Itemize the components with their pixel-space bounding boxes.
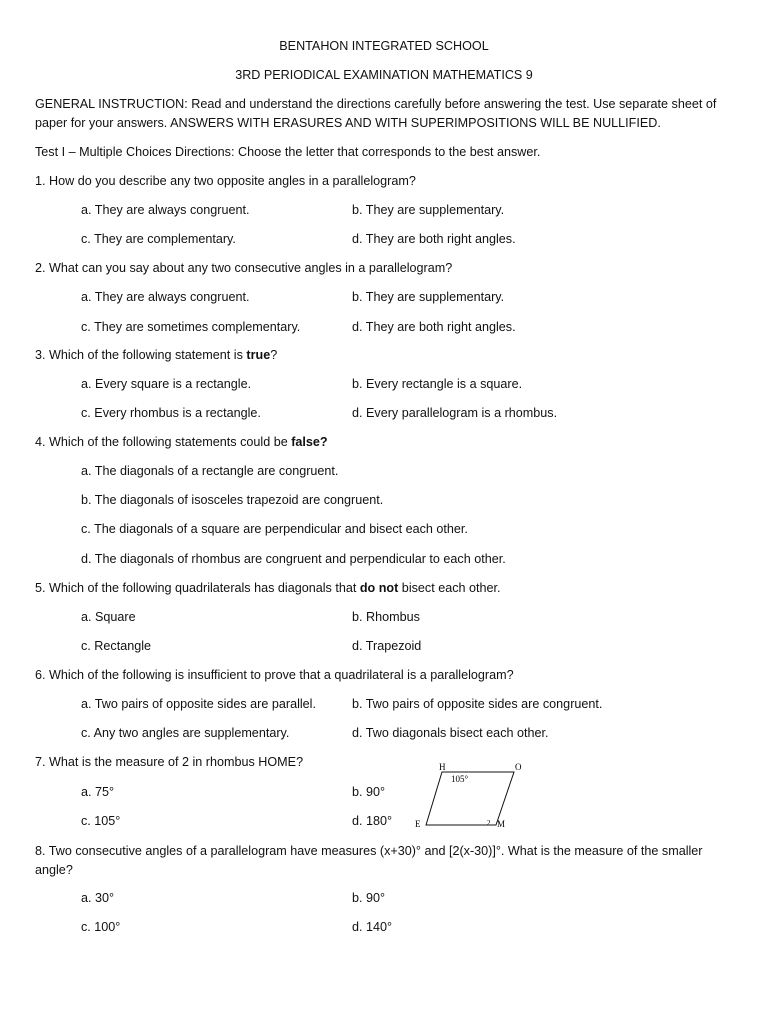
q8-option-c: c. 100° bbox=[81, 920, 121, 934]
general-instruction: GENERAL INSTRUCTION: Read and understand the directions carefully before answering the test. Use separate sheet of paper for your answers. ANSWERS WITH ERASURES AND WITH SUPERIMPOSITIONS WILL BE NULLIFIED. bbox=[35, 97, 717, 130]
question-3-emphasis: true bbox=[246, 348, 271, 362]
q2-option-a: a. They are always congruent. bbox=[81, 290, 250, 304]
question-5-end: bisect each other. bbox=[398, 581, 501, 595]
q3-option-b: b. Every rectangle is a square. bbox=[352, 377, 523, 391]
question-4-text: 4. Which of the following statements could be bbox=[35, 435, 292, 449]
q5-option-b: b. Rhombus bbox=[352, 610, 420, 624]
q1-option-a: a. They are always congruent. bbox=[81, 203, 250, 217]
q1-option-d: d. They are both right angles. bbox=[352, 232, 516, 246]
vertex-h-label: H bbox=[439, 762, 446, 772]
q4-option-d: d. The diagonals of rhombus are congruent and perpendicular to each other. bbox=[81, 552, 506, 566]
q5-option-a: a. Square bbox=[81, 610, 136, 624]
q3-option-c: c. Every rhombus is a rectangle. bbox=[81, 406, 261, 420]
test-heading: Test I – Multiple Choices Directions: Choose the letter that corresponds to the best answer. bbox=[35, 145, 541, 159]
q5-option-d: d. Trapezoid bbox=[352, 639, 422, 653]
q7-option-a: a. 75° bbox=[81, 785, 115, 799]
rhombus-outline bbox=[426, 772, 514, 825]
question-4 bbox=[35, 434, 328, 450]
q1-option-c: c. They are complementary. bbox=[81, 232, 236, 246]
q6-option-c: c. Any two angles are supplementary. bbox=[81, 726, 290, 740]
q3-option-d: d. Every parallelogram is a rhombus. bbox=[352, 406, 558, 420]
vertex-o-label: O bbox=[515, 762, 522, 772]
angle-105-label: 105° bbox=[451, 774, 469, 784]
rhombus-home-figure bbox=[410, 758, 525, 830]
question-6: 6. Which of the following is insufficient to prove that a quadrilateral is a parallelogram? bbox=[35, 668, 514, 682]
q8-option-a: a. 30° bbox=[81, 891, 115, 905]
exam-title: 3RD PERIODICAL EXAMINATION MATHEMATICS 9 bbox=[235, 68, 533, 82]
vertex-e-label: E bbox=[415, 819, 421, 829]
q7-option-c: c. 105° bbox=[81, 814, 121, 828]
vertex-m-label: M bbox=[497, 819, 506, 829]
q7-option-d: d. 180° bbox=[352, 814, 393, 828]
question-5 bbox=[35, 580, 501, 596]
q4-option-b: b. The diagonals of isosceles trapezoid are congruent. bbox=[81, 493, 384, 507]
question-3-text: 3. Which of the following statement is bbox=[35, 348, 247, 362]
question-1: 1. How do you describe any two opposite angles in a parallelogram? bbox=[35, 174, 416, 188]
question-2: 2. What can you say about any two consecutive angles in a parallelogram? bbox=[35, 261, 453, 275]
question-3-end: ? bbox=[270, 348, 278, 362]
question-5-text: 5. Which of the following quadrilaterals has diagonals that bbox=[35, 581, 360, 595]
question-3 bbox=[35, 347, 277, 363]
q4-option-c: c. The diagonals of a square are perpendicular and bisect each other. bbox=[81, 522, 468, 536]
q2-option-c: c. They are sometimes complementary. bbox=[81, 320, 301, 334]
q3-option-a: a. Every square is a rectangle. bbox=[81, 377, 252, 391]
q2-option-d: d. They are both right angles. bbox=[352, 320, 516, 334]
question-8: 8. Two consecutive angles of a parallelogram have measures (x+30)° and [2(x-30)]°. What is the measure of the smaller angle? bbox=[35, 844, 703, 877]
q5-option-c: c. Rectangle bbox=[81, 639, 152, 653]
q4-option-a: a. The diagonals of a rectangle are congruent. bbox=[81, 464, 339, 478]
q6-option-a: a. Two pairs of opposite sides are parallel. bbox=[81, 697, 316, 711]
q6-option-b: b. Two pairs of opposite sides are congruent. bbox=[352, 697, 603, 711]
angle-2-label: 2 bbox=[487, 819, 491, 827]
q6-option-d: d. Two diagonals bisect each other. bbox=[352, 726, 549, 740]
q2-option-b: b. They are supplementary. bbox=[352, 290, 505, 304]
q1-option-b: b. They are supplementary. bbox=[352, 203, 505, 217]
q7-option-b: b. 90° bbox=[352, 785, 386, 799]
question-7: 7. What is the measure of 2 in rhombus HOME? bbox=[35, 755, 304, 769]
q8-option-b: b. 90° bbox=[352, 891, 386, 905]
question-4-emphasis: false? bbox=[291, 435, 328, 449]
question-5-emphasis: do not bbox=[359, 581, 399, 595]
q8-option-d: d. 140° bbox=[352, 920, 393, 934]
school-name: BENTAHON INTEGRATED SCHOOL bbox=[279, 39, 489, 53]
